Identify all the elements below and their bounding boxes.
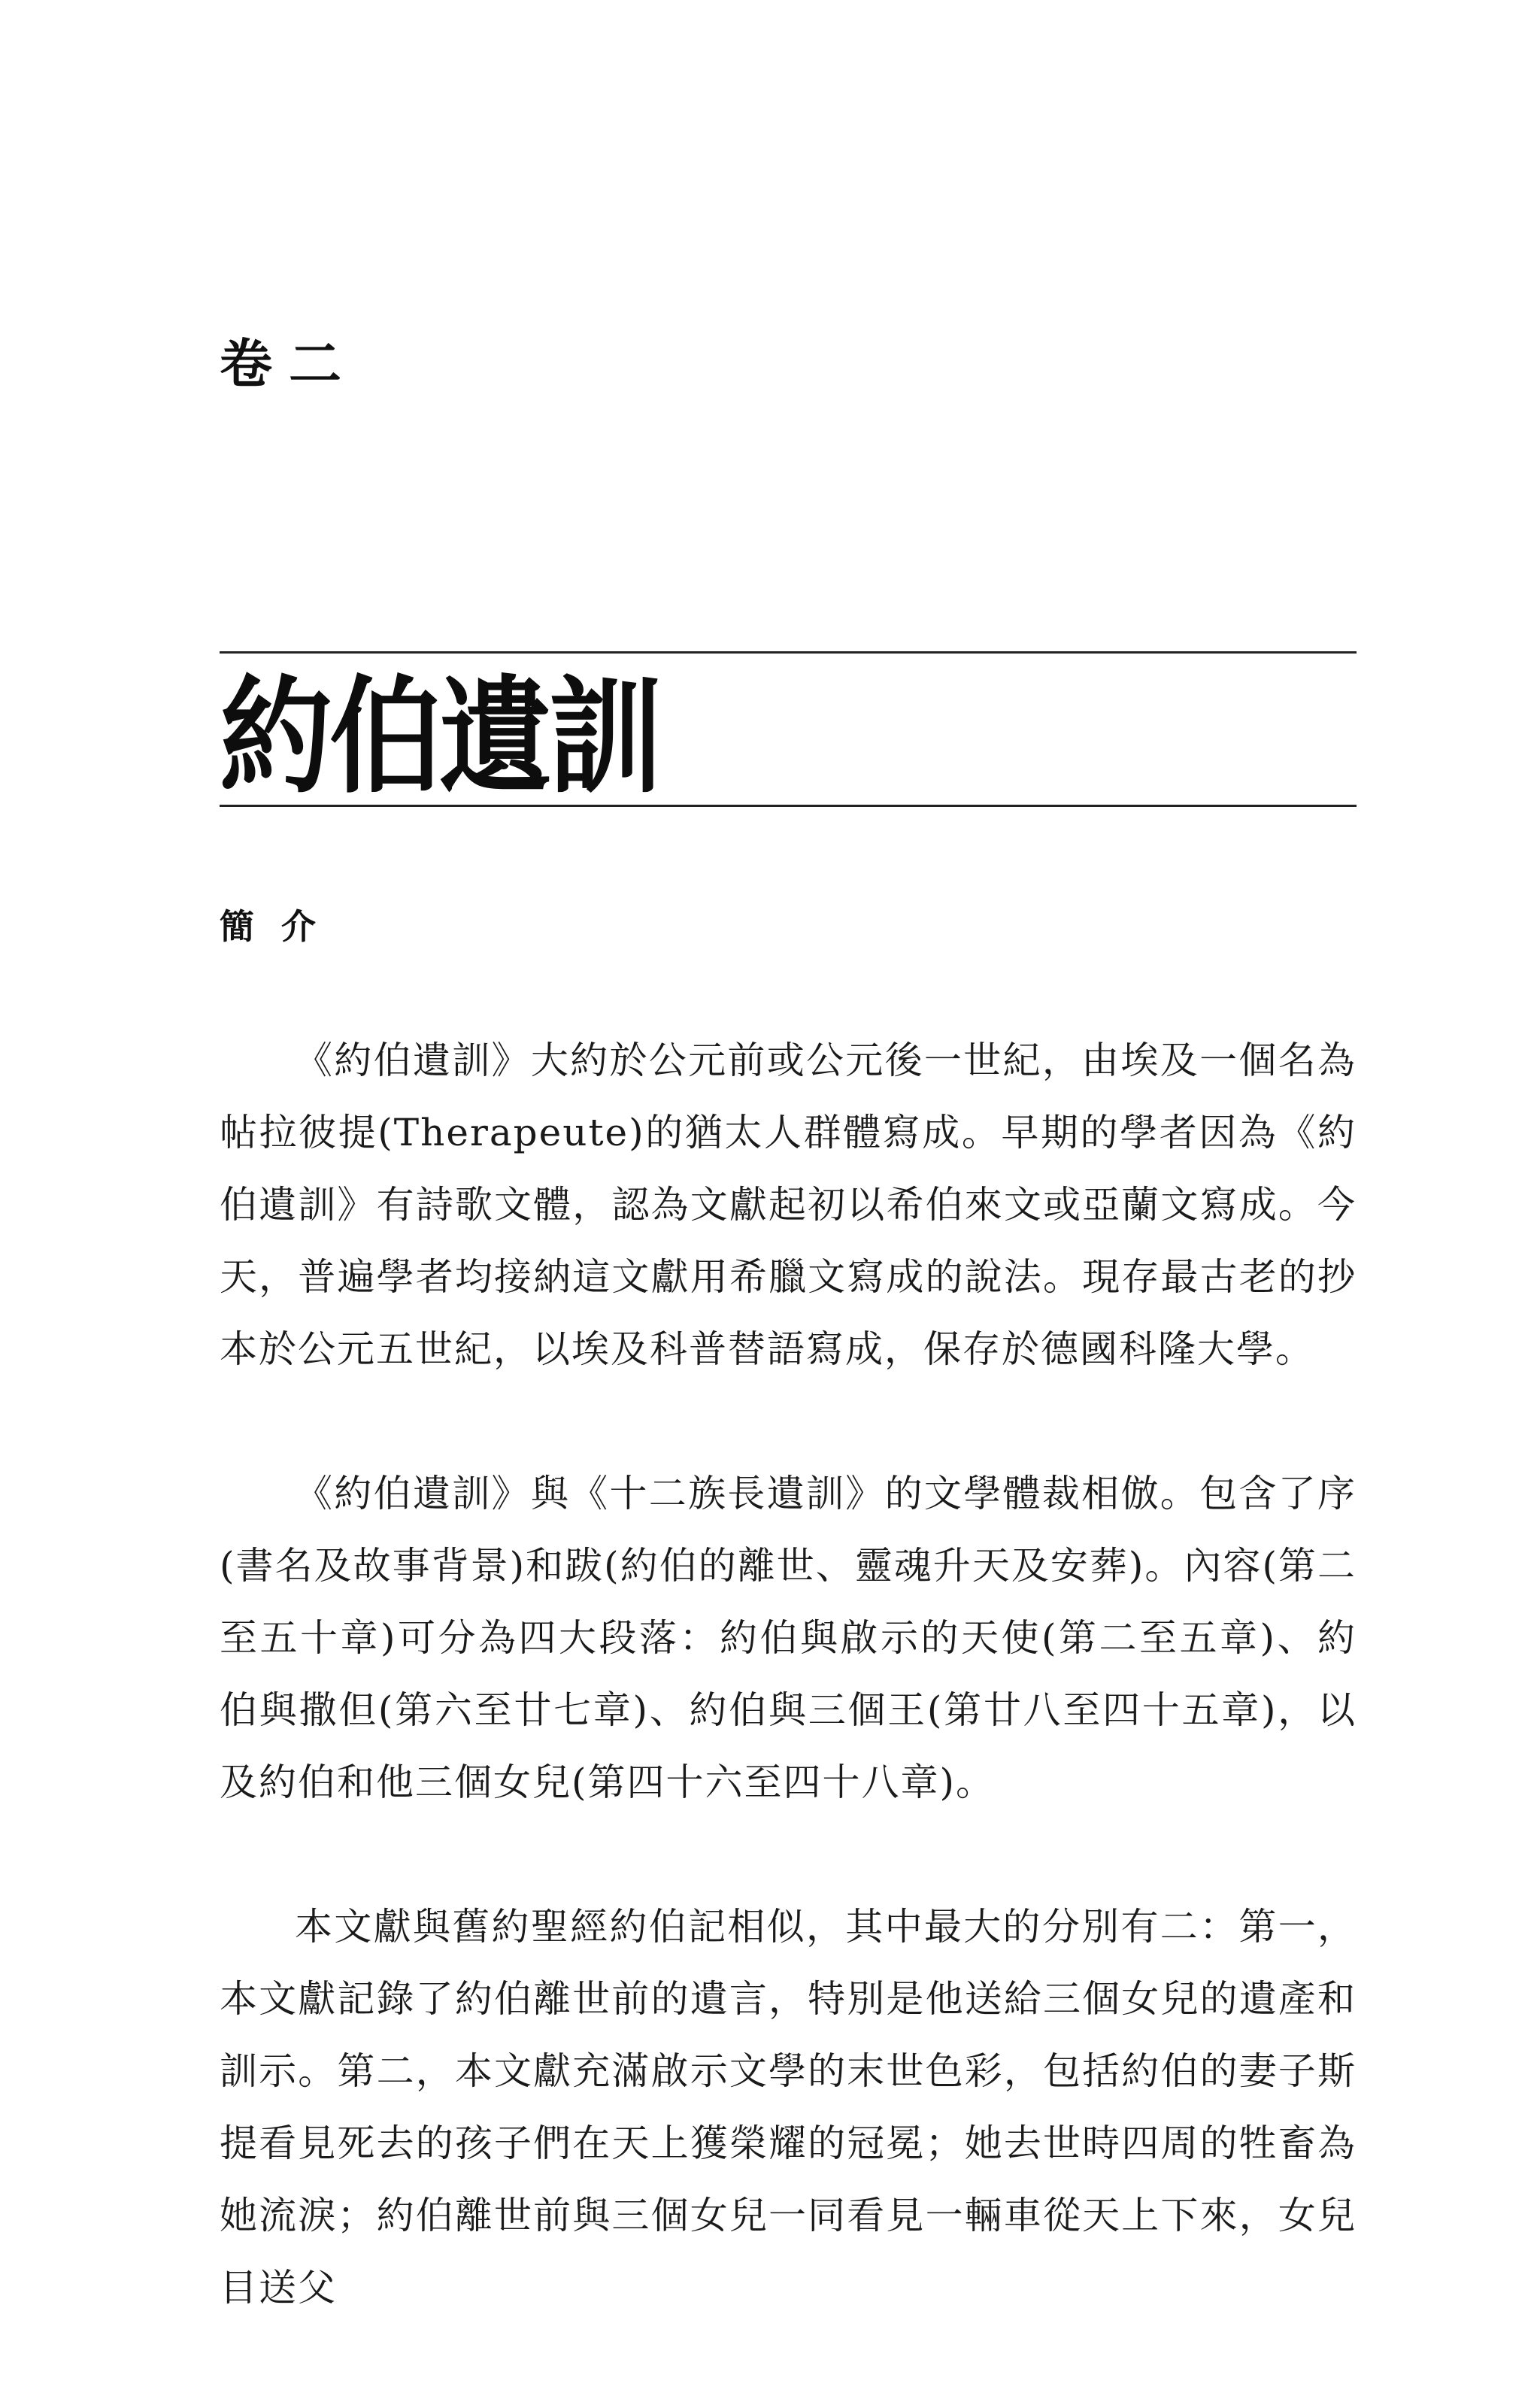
section-heading: 簡介 [220,906,343,947]
page-title: 約伯遺訓 [220,664,659,811]
paragraph-3: 本文獻與舊約聖經約伯記相似，其中最大的分別有二：第一，本文獻記錄了約伯離世前的遺言，特別是他送給三個女兒的遺產和訓示。第二，本文獻充滿啟示文學的末世色彩，包括約伯的妻子斯提看見死去的孩子們在天上獲榮耀的冠冕；她去世時四周的牲畜為她流淚；約伯離世前與三個女兒一同看見一輛車從天上下來，女兒目送父 [220,1905,1357,2310]
volume-label: 卷二 [220,332,358,395]
paragraph-2: 《約伯遺訓》與《十二族長遺訓》的文學體裁相倣。包含了序(書名及故事背景)和跋(約伯的離世、靈魂升天及安葬)。內容(第二至五十章)可分為四大段落：約伯與啟示的天使(第二至五章)、約伯與撒但(第六至廿七章)、約伯與三個王(第廿八至四十五章)，以及約伯和他三個女兒(第四十六至四十八章)。 [220,1472,1357,1804]
body-text [220,1024,1357,2396]
paragraph-1: 《約伯遺訓》大約於公元前或公元後一世紀，由埃及一個名為帖拉彼提(Therapeute)的猶太人群體寫成。早期的學者因為《約伯遺訓》有詩歌文體，認為文獻起初以希伯來文或亞蘭文寫成。今天，普遍學者均接納這文獻用希臘文寫成的說法。現存最古老的抄本於公元五世紀，以埃及科普替語寫成，保存於德國科隆大學。 [220,1039,1357,1371]
title-rule-bottom [220,805,1357,807]
title-rule-top [220,651,1357,654]
